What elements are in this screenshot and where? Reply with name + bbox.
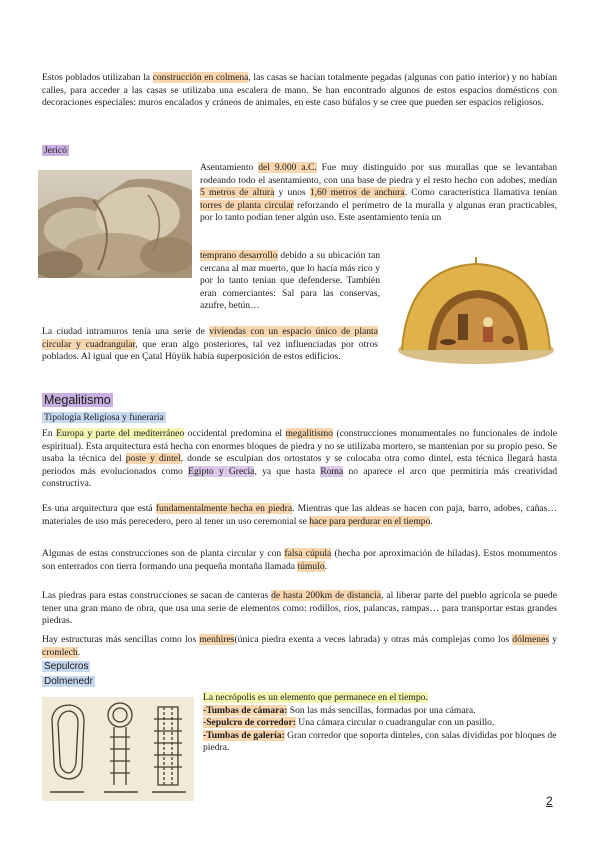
jerico-paragraph-1: Asentamiento del 9.000 a.C. Fue muy distinguido por sus murallas que se levantaban rodeando todo el asentamiento, con una base de piedra y el resto hecho con adobes, medían 5 metros de altura y unos 1,60 metros de anchura. Como característica llamativa tenían torres de planta circular reforzando el perímetro de la muralla y algunas eran practicables, por lo tanto podían tener algún uso. Este asentamiento tenía un xyxy=(200,162,558,224)
jerico-paragraph-1-cont: temprano desarrollo debido a su ubicación tan cercana al mar muerto, que lo hacía más rico y por lo tanto tenían que defenderse. También eran comerciantes: Sal para las conservas, azufre, betún… xyxy=(200,250,380,312)
megalitismo-paragraph-3: Algunas de estas construcciones son de planta circular y con falsa cúpula (hecha por aproximación de hiladas). Estos monumentos son enterrados con tierra formando una pequeña montaña llamada túmulo. xyxy=(42,548,557,572)
megalitismo-paragraph-4: Las piedras para estas construcciones se sacan de canteras de hasta 200km de distancia, al liberar parte del pueblo agrícola se puede tener una gran mano de obra, que usa una serie de elementos como: rodillos, ríos, palancas, rampas… para transportar estas grandes piedras. xyxy=(42,590,557,627)
section-subtitle-tipologia: Tipología Religiosa y funeraria xyxy=(44,412,164,423)
megalitismo-paragraph-1: En Europa y parte del mediterráneo occidental predomina el megalitismo (construcciones monumentales no funcionales de índole espiritual). Esta arquitectura está hecha con enormes bloques de piedra y no se utilizaba mortero, se mantenían por su propio peso. Se usaba la técnica del poste y dintel, donde se esculpían dos ortostatos y se colocaba otra como dintel, esta técnica llegará hasta periodos más evolucionados como Egipto y Grecia, ya que hasta Roma no aparece el arco que permitiría más creatividad constructiva. xyxy=(42,428,557,490)
round-house-illustration xyxy=(388,252,558,367)
sepulcros-intro: La necrópolis es un elemento que permanece en el tiempo. xyxy=(203,692,428,703)
jerico-paragraph-2: La ciudad intramuros tenía una serie de viviendas con un espacio único de planta circular y cuadrangular, que eran algo posteriores, tal vez influenciadas por otros poblados. Al igual que en Çatal Hüyük había superposición de estos edificios. xyxy=(42,326,378,363)
section-label-dolmenedr: Dolmenedr xyxy=(44,676,93,687)
sepulcros-item-galeria: -Tumbas de galería: Gran corredor que soporta dinteles, con salas divididas por bloques de piedra. xyxy=(203,729,557,754)
tomb-plans-illustration xyxy=(42,697,194,801)
page-number: 2 xyxy=(546,794,553,808)
intro-paragraph: Estos poblados utilizaban la construcción en colmena, las casas se hacían totalmente pegadas (algunas con patio interior) y no habían calles, para acceder a las casas se utilizaba una escalera de mano. Se han encontrado algunos de estos espacios domésticos con decoraciones especiales: muros encalados y cráneos de animales, en este caso búfalos y se cree que pueden ser espacios religiosos. xyxy=(42,72,557,109)
sepulcros-text-block xyxy=(203,692,558,755)
sepulcros-item-corredor: -Sepulcro de corredor: Una cámara circular o cuadrangular con un pasillo. xyxy=(203,717,495,729)
megalitismo-paragraph-5: Hay estructuras más sencillas como los menhires(única piedra exenta a veces labrada) y otras más complejas como los dólmenes y cromlech. xyxy=(42,634,558,658)
jerico-wall-photo xyxy=(38,170,192,278)
megalitismo-paragraph-2: Es una arquitectura que está fundamentalmente hecha en piedra. Mientras que las aldeas se hacen con paja, barro, adobes, cañas… materiales de uso más perecedero, pero al tener un uso ceremonial se hace para perdurar en el tiempo. xyxy=(42,503,558,527)
section-label-jerico: Jericó xyxy=(44,145,67,156)
section-label-sepulcros: Sepulcros xyxy=(44,661,89,672)
section-title-megalitismo: Megalitismo xyxy=(44,393,111,407)
sepulcros-item-camara: -Tumbas de cámara: Son las más sencillas, formadas por una cámara. xyxy=(203,704,476,716)
